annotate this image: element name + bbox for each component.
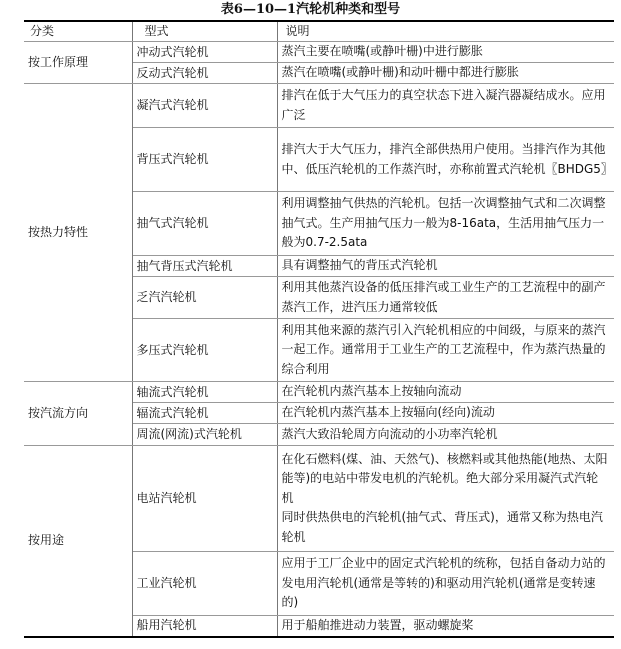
type-cell: 电站汽轮机 [132,446,277,552]
type-cell: 船用汽轮机 [132,616,277,637]
category-cell: 按用途 [24,446,132,637]
header-category: 分类 [24,21,132,42]
table-row [24,446,614,552]
description-cell: 排汽在低于大气压力的真空状态下进入凝汽器凝结成水。应用广泛 [277,84,614,128]
description-cell: 排汽大于大气压力，排汽全部供热用户使用。当排汽作为其他中、低压汽轮机的工作蒸汽时，亦称前置式汽轮机〖BHDG5〗 [277,128,614,192]
type-cell: 工业汽轮机 [132,552,277,616]
type-cell: 辐流式汽轮机 [132,403,277,424]
description-cell: 在汽轮机内蒸汽基本上按辐向(经向)流动 [277,403,614,424]
table-row [24,84,614,128]
table-row [24,382,614,403]
description-paragraph: 同时供热供电的汽轮机(抽气式、背压式)，通常又称为热电汽轮机 [281,510,603,544]
table-row [24,42,614,63]
type-cell: 冲动式汽轮机 [132,42,277,63]
type-cell: 轴流式汽轮机 [132,382,277,403]
category-cell: 按工作原理 [24,42,132,84]
type-cell: 抽气背压式汽轮机 [132,256,277,277]
description-cell: 应用于工厂企业中的固定式汽轮机的统称，包括自备动力站的发电用汽轮机(通常是等转的)和驱动用汽轮机(通常是变转速的) [277,552,614,616]
description-cell: 利用调整抽气供热的汽轮机。包括一次调整抽气式和二次调整抽气式。生产用抽气压力一般为8-16ata，生活用抽气压力一般为0.7-2.5ata [277,192,614,256]
category-cell: 按热力特性 [24,84,132,382]
type-cell: 抽气式汽轮机 [132,192,277,256]
type-cell: 凝汽式汽轮机 [132,84,277,128]
description-cell: 蒸汽在喷嘴(或静叶栅)和动叶栅中都进行膨胀 [277,63,614,84]
description-cell: 蒸汽主要在喷嘴(或静叶栅)中进行膨胀 [277,42,614,63]
description-cell: 具有调整抽气的背压式汽轮机 [277,256,614,277]
header-type: 型式 [132,21,277,42]
type-cell: 多压式汽轮机 [132,319,277,382]
category-cell: 按汽流方向 [24,382,132,446]
type-cell: 乏汽汽轮机 [132,277,277,319]
type-cell: 反动式汽轮机 [132,63,277,84]
description-cell: 蒸汽大致沿轮周方向流动的小功率汽轮机 [277,424,614,446]
header-description: 说明 [277,21,614,42]
description-cell: 在汽轮机内蒸汽基本上按轴向流动 [277,382,614,403]
table-title: 表6—10—1汽轮机种类和型号 [220,2,401,17]
type-cell: 背压式汽轮机 [132,128,277,192]
description-cell: 利用其他来源的蒸汽引入汽轮机相应的中间级，与原来的蒸汽一起工作。通常用于工业生产的工艺流程中，作为蒸汽热量的综合利用 [277,319,614,382]
description-paragraph: 在化石燃料(煤、油、天然气)、核燃料或其他热能(地热、太阳能等)的电站中带发电机的汽轮机。绝大部分采用凝汽式汽轮机 [281,451,608,505]
description-cell: 用于船舶推进动力装置，驱动螺旋桨 [277,616,614,637]
type-cell: 周流(网流)式汽轮机 [132,424,277,446]
description-cell [277,446,614,552]
table-header-row [24,21,614,42]
turbine-classification-table [24,20,614,638]
description-cell: 利用其他蒸汽设备的低压排汽或工业生产的工艺流程中的副产蒸汽工作，进汽压力通常较低 [277,277,614,319]
